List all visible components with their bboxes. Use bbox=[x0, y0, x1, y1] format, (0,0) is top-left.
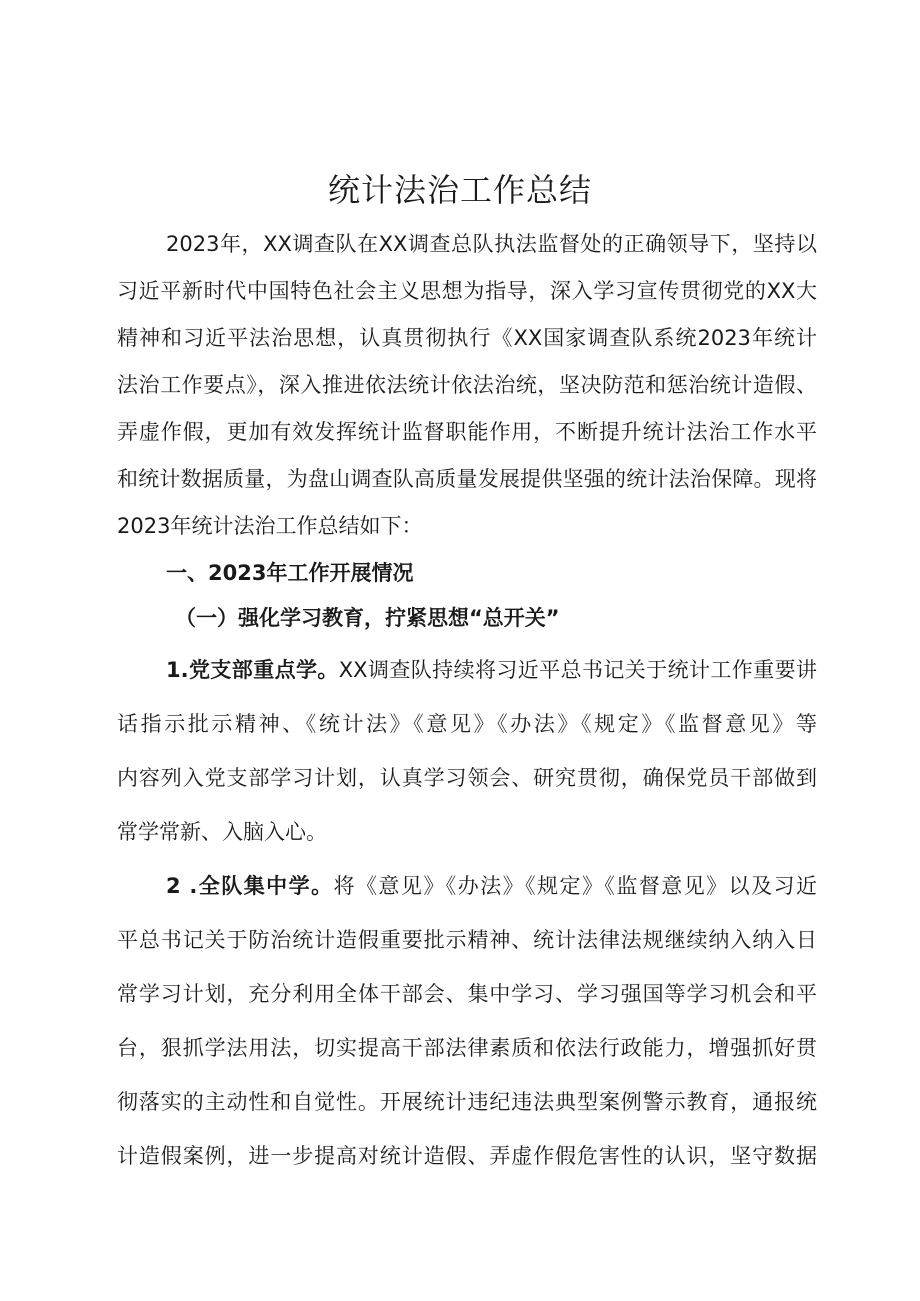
subsection-heading: （一）强化学习教育，拧紧思想“总开关” bbox=[175, 606, 560, 630]
section-heading: 一、2023年工作开展情况 bbox=[166, 561, 414, 585]
item1-lead: 1.党支部重点学。 bbox=[166, 658, 339, 682]
intro-line: 习近平新时代中国特色社会主义思想为指导，深入学习宣传贯彻党的XX大 bbox=[117, 279, 817, 303]
item1-line: 内容列入党支部学习计划，认真学习领会、研究贯彻，确保党员干部做到 bbox=[117, 766, 817, 790]
item2-line: 计造假案例，进一步提高对统计造假、弄虚作假危害性的认识，坚守数据 bbox=[117, 1144, 817, 1168]
item2-line: 彻落实的主动性和自觉性。开展统计违纪违法典型案例警示教育，通报统 bbox=[117, 1090, 817, 1114]
item2-line: 台，狠抓学法用法，切实提高干部法律素质和依法行政能力，增强抓好贯 bbox=[117, 1036, 817, 1060]
item2-first-line bbox=[166, 871, 817, 901]
intro-line: 2023年，XX调查队在XX调查总队执法监督处的正确领导下，坚持以 bbox=[166, 232, 817, 256]
intro-line: 2023年统计法治工作总结如下： bbox=[117, 514, 423, 538]
document-title: 统计法治工作总结 bbox=[327, 171, 592, 209]
item1-first-line-text: XX调查队持续将习近平总书记关于统计工作重要讲 bbox=[338, 658, 817, 682]
item2-lead: 2 .全队集中学。 bbox=[166, 874, 334, 898]
intro-line: 弄虚作假，更加有效发挥统计监督职能作用，不断提升统计法治工作水平 bbox=[117, 420, 817, 444]
intro-line: 和统计数据质量，为盘山调查队高质量发展提供坚强的统计法治保障。现将 bbox=[117, 467, 817, 491]
item1-line: 常学常新、入脑入心。 bbox=[117, 820, 327, 844]
item2-line: 平总书记关于防治统计造假重要批示精神、统计法律法规继续纳入纳入日 bbox=[117, 928, 817, 952]
item1-line: 话指示批示精神、《统计法》《意见》《办法》《规定》《监督意见》等 bbox=[117, 712, 817, 736]
item1-first-line bbox=[166, 655, 817, 685]
item2-line: 常学习计划，充分利用全体干部会、集中学习、学习强国等学习机会和平 bbox=[117, 982, 817, 1006]
intro-line: 精神和习近平法治思想，认真贯彻执行《XX国家调查队系统2023年统计 bbox=[117, 326, 817, 350]
intro-line: 法治工作要点》，深入推进依法统计依法治统，坚决防范和惩治统计造假、 bbox=[117, 373, 817, 397]
item2-first-line-text: 将《意见》《办法》《规定》《监督意见》以及习近 bbox=[333, 874, 817, 898]
